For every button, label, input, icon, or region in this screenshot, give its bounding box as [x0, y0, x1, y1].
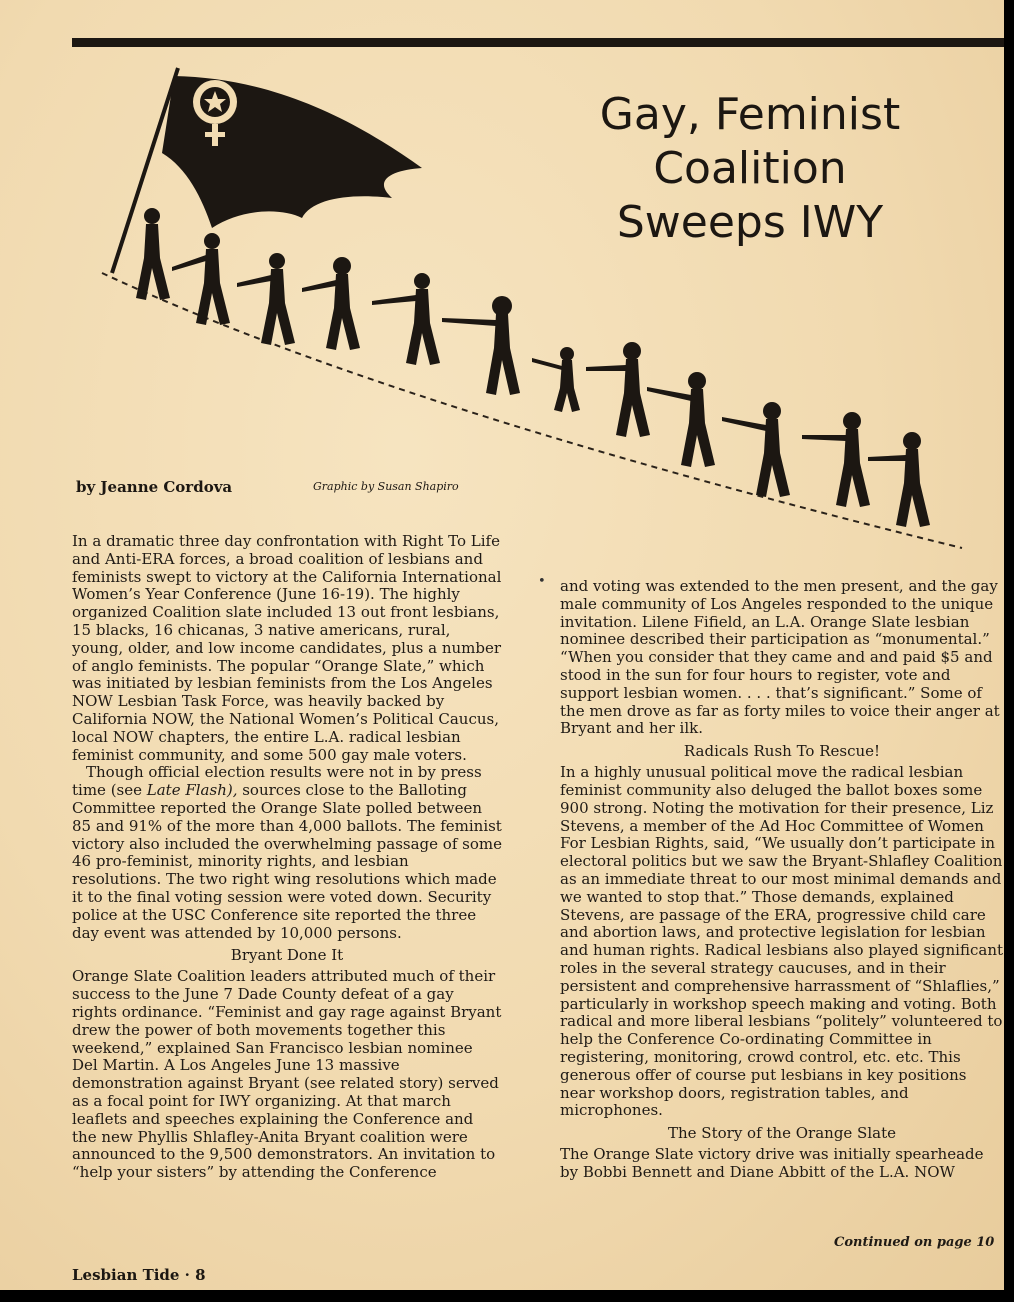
- headline-line-3: Sweeps IWY: [616, 197, 884, 248]
- paragraph: In a highly unusual political move the radical lesbian feminist community also deluged the ballot boxes some 900 strong. Noting the motivation for their presence, Liz Stevens, a member of the Ad Hoc Committee of Women For Lesbian Rights, said, “We usually don’t participate in electoral politics but we saw the Bryant-Shlafley Coalition as an immediate threat to our most minimal demands and we wanted to stop that.” Those demands, explained Stevens, are passage of the ERA, progressive child care and abortion laws, and protective legislation for lesbian and human rights. Radical lesbians also played significant roles in the several strategy caucuses, and in their persistent and comprehensive harrassment of “Shlaflies,” particularly in workshop speech making and voting. Both radical and more liberal lesbians “politely” volunteered to help the Conference Co-ordinating Committee in registering, monitoring, crowd control, etc. etc. This generous offer of course put lesbians in key positions near workshop doors, registration tables, and microphones.: [560, 763, 1004, 1120]
- top-rule: [72, 38, 1004, 47]
- paragraph: Orange Slate Coalition leaders attributed much of their success to the June 7 Dade County defeat of a gay rights ordinance. “Feminist and gay rage against Bryant drew the power of both movements together this weekend,” explained San Francisco lesbian nominee Del Martin. A Los Angeles June 13 massive demonstration against Bryant (see related story) served as a focal point for IWY organizing. At that march leaflets and speeches explaining the Conference and the new Phyllis Shlafley-Anita Bryant coalition were announced to the 9,500 demonstrators. An invitation to “help your sisters” by attending the Conference: [72, 967, 502, 1182]
- continued-note: Continued on page 10: [834, 1235, 995, 1250]
- article-column-1: [72, 533, 502, 1182]
- graphic-credit: Graphic by Susan Shapiro: [313, 480, 459, 493]
- headline-line-2: Coalition: [653, 143, 847, 194]
- late-flash-reference: Late Flash),: [146, 781, 238, 800]
- byline: by Jeanne Cordova: [76, 478, 233, 496]
- subheading: Radicals Rush To Rescue!: [683, 742, 881, 761]
- marchers-group: [136, 208, 930, 527]
- margin-mark: •: [538, 574, 546, 589]
- paragraph: In a dramatic three day confrontation with Right To Life and Anti-ERA forces, a broad coalition of lesbians and feminists swept to victory at the California International Women’s Year Conference (June 16-19). The highly organized Coalition slate included 13 out front lesbians, 15 blacks, 16 chicanas, 3 native americans, rural, young, older, and low income candidates, plus a number of anglo feminists. The popular “Orange Slate,” which was initiated by lesbian feminists from the Los Angeles NOW Lesbian Task Force, was heavily backed by California NOW, the National Women’s Political Caucus, local NOW chapters, the entire L.A. radical lesbian feminist community, and some 500 gay male voters.: [72, 532, 502, 764]
- subheading: Bryant Done It: [230, 946, 344, 965]
- article-column-2: [560, 578, 1004, 1182]
- page-footer: Lesbian Tide · 8: [72, 1266, 206, 1284]
- headline: [560, 88, 940, 250]
- headline-line-1: Gay, Feminist: [599, 89, 901, 140]
- subheading: The Story of the Orange Slate: [668, 1124, 896, 1143]
- paragraph: and voting was extended to the men present, and the gay male community of Los Angeles responded to the unique invitation. Lilene Fifield, an L.A. Orange Slate lesbian nominee described their participation as “monumental.” “When you consider that they came and and paid $5 and stood in the sun for four hours to register, vote and support lesbian women. . . . that’s significant.” Some of the men drove as far as forty miles to voice their anger at Bryant and her ilk.: [560, 577, 1000, 738]
- paragraph: Though official election results were not in by press time (see Late Flash), sources close to the Balloting Committee reported the Orange Slate polled between 85 and 91% of the more than 4,000 ballots. The feminist victory also included the overwhelming passage of some 46 pro-feminist, minority rights, and lesbian resolutions. The two right wing resolutions which made it to the final voting session were voted down. Security police at the USC Conference site reported the three day event was attended by 10,000 persons.: [72, 763, 502, 942]
- paragraph: The Orange Slate victory drive was initially spearheade by Bobbi Bennett and Diane Abbitt of the L.A. NOW: [560, 1145, 984, 1181]
